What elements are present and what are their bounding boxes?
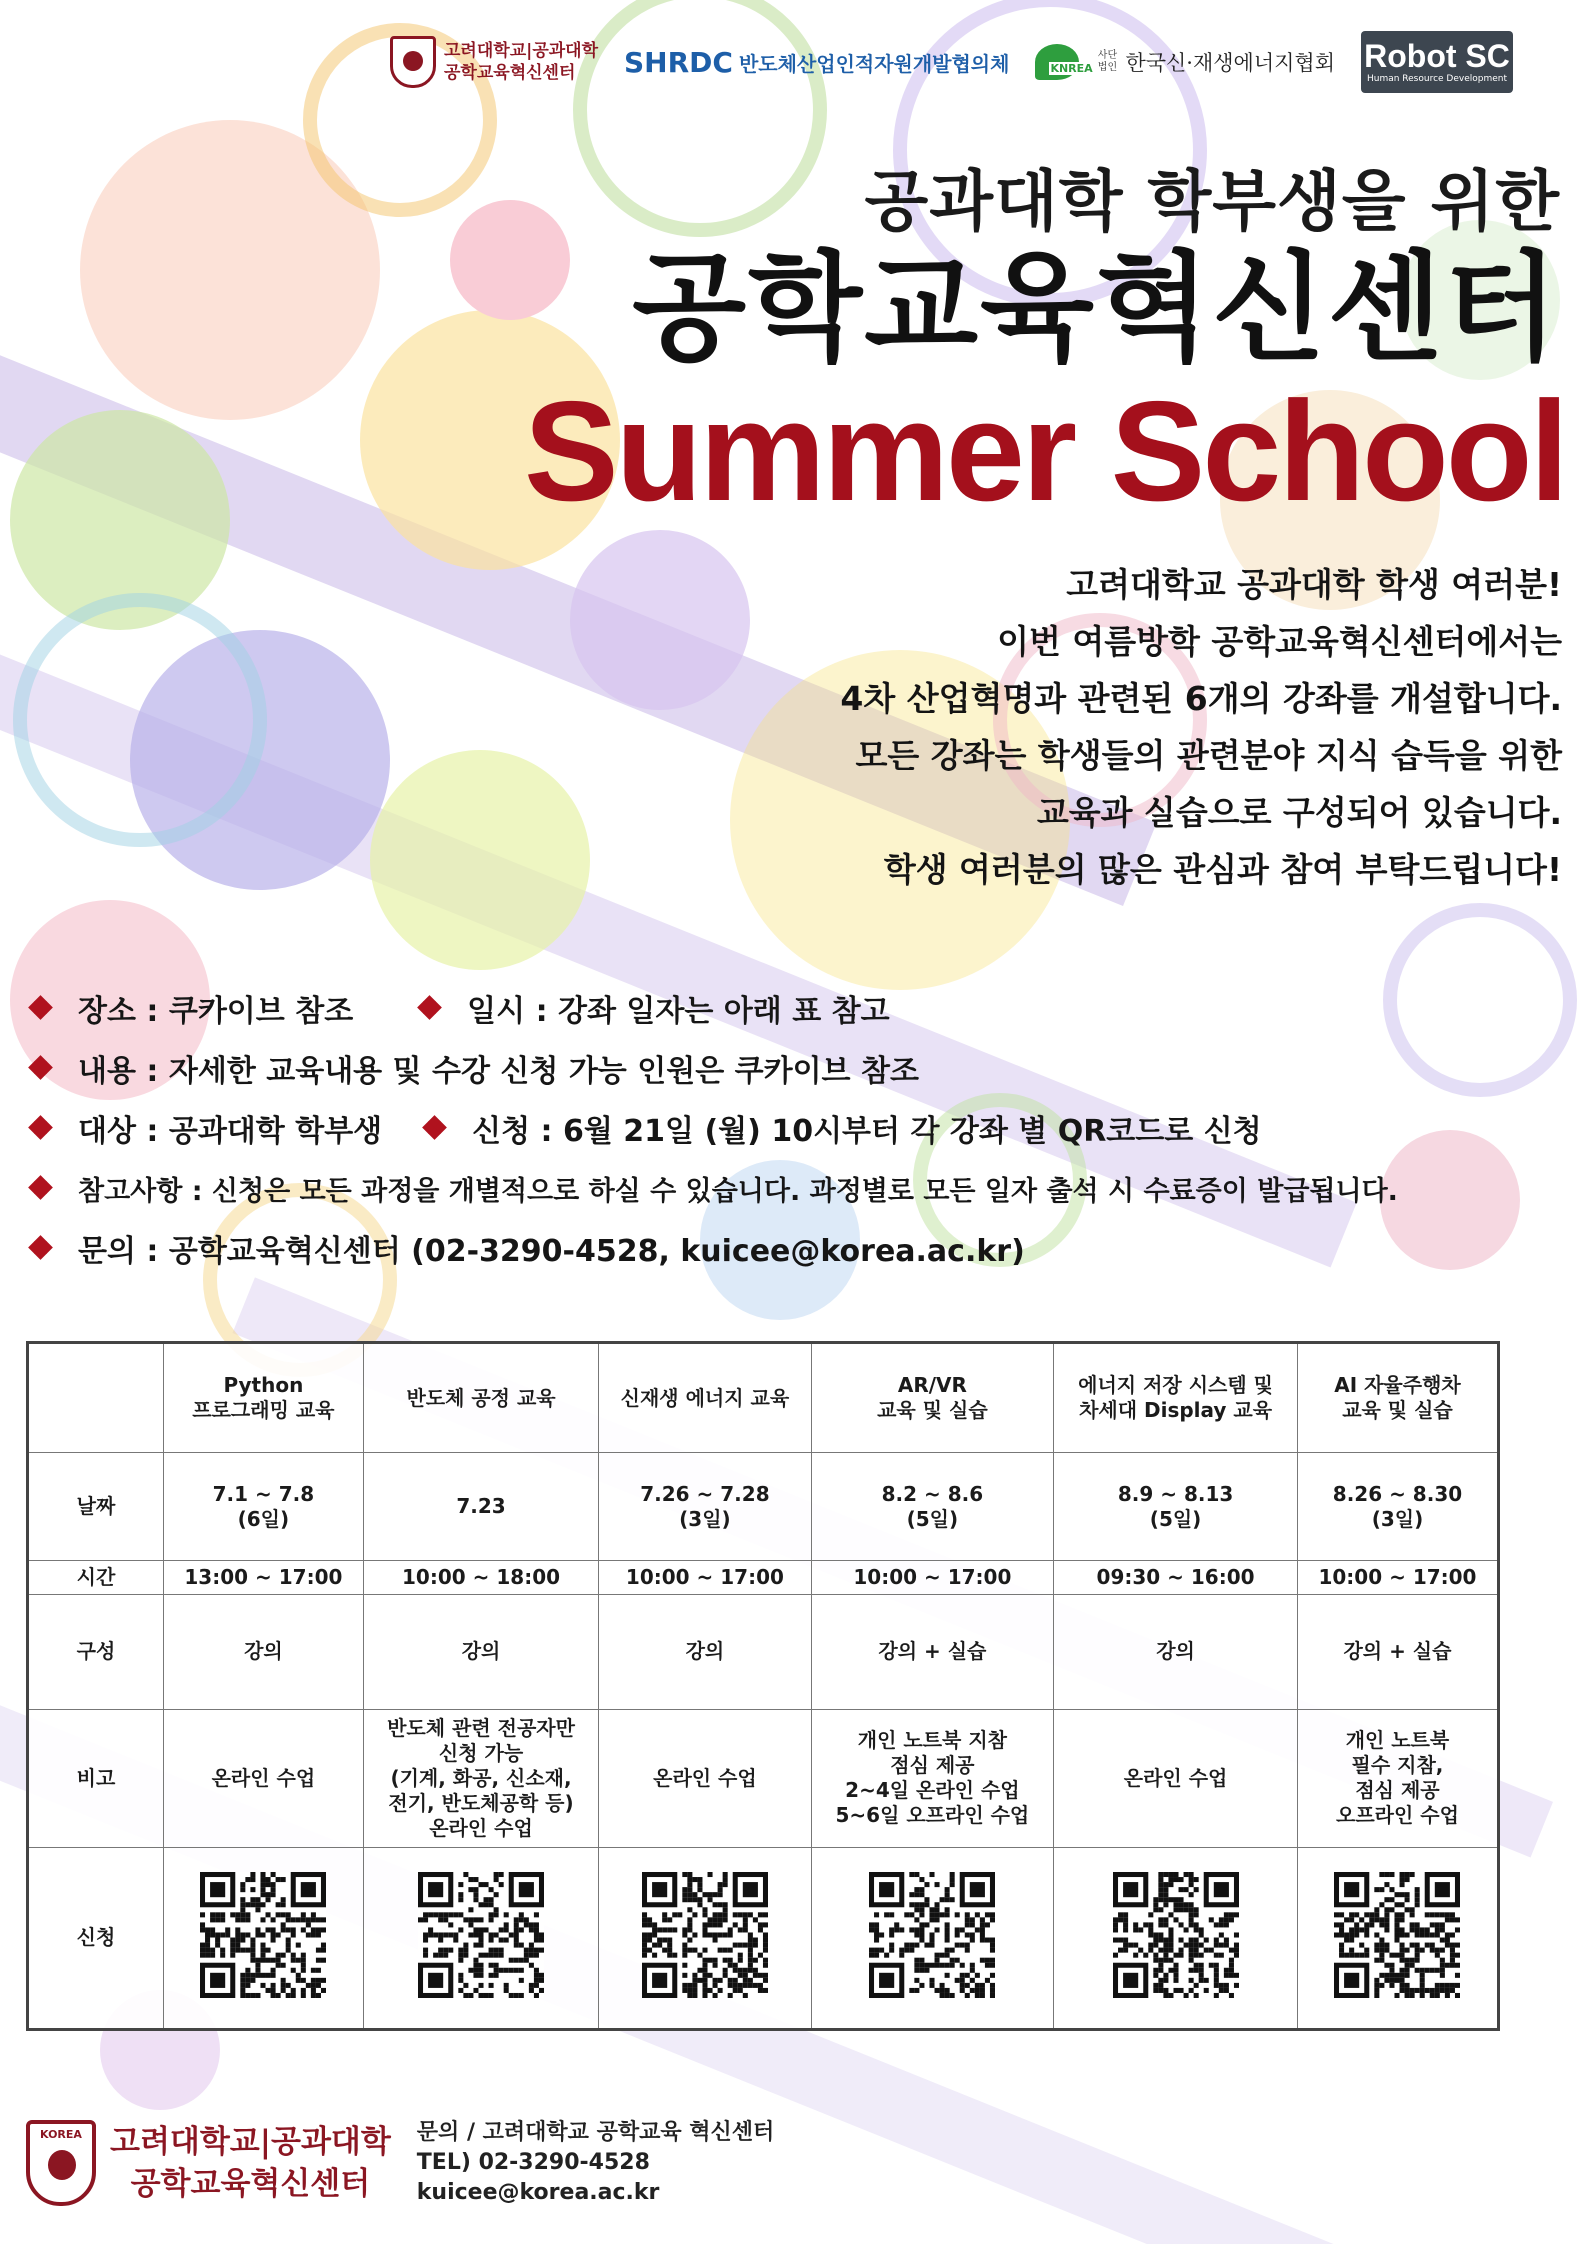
info-row [24,1158,1564,1218]
course-date: 7.26 ~ 7.28 (3일) [599,1453,811,1561]
footer-org-line: 고려대학교|공과대학 [110,2124,391,2160]
qr-code-icon[interactable] [200,1872,326,1998]
course-name: 에너지 저장 시스템 및 차세대 Display 교육 [1054,1343,1298,1453]
intro-line: 이번 여름방학 공학교육혁신센터에서는 [997,622,1562,661]
table-row [28,1847,1499,2029]
knrea-logo [1035,44,1335,80]
table-corner-cell [28,1343,164,1453]
info-apply: 신청 : 6월 21일 (월) 10시부터 각 강좌 별 QR코드로 신청 [472,1114,1262,1149]
course-name: 신재생 에너지 교육 [599,1343,811,1453]
table-row [28,1595,1499,1709]
knrea-text: 한국신·재생에너지협회 [1125,51,1335,75]
info-inquiry: 문의 : 공학교육혁신센터 (02-3290-4528, kuicee@korea.ac.kr) [78,1234,1025,1269]
course-date: 8.26 ~ 8.30 (3일) [1297,1453,1498,1561]
qr-code-icon[interactable] [1334,1872,1460,1998]
intro-line: 교육과 실습으로 구성되어 있습니다. [1036,793,1562,832]
course-time: 10:00 ~ 17:00 [811,1561,1054,1595]
knrea-mark: KNREA [1050,62,1093,75]
course-format: 강의 [164,1595,364,1709]
course-note: 개인 노트북 필수 지참, 점심 제공 오프라인 수업 [1297,1709,1498,1847]
ku-logo-line-1: 고려대학교|공과대학 [444,41,599,61]
qr-code-icon[interactable] [418,1872,544,1998]
row-label-format: 구성 [28,1595,164,1709]
course-date: 7.1 ~ 7.8 (6일) [164,1453,364,1561]
course-date: 8.2 ~ 8.6 (5일) [811,1453,1054,1561]
robot-sc-sub: Human Resource Development [1366,74,1508,84]
diamond-bullet-icon [30,1057,52,1079]
course-time: 09:30 ~ 16:00 [1054,1561,1298,1595]
footer [26,2108,1226,2218]
info-note: 참고사항 : 신청은 모든 과정을 개별적으로 하실 수 있습니다. 과정별로 모든 일자 출석 시 수료증이 발급됩니다. [78,1175,1398,1207]
qr-cell [1297,1847,1498,2029]
course-format: 강의 [1054,1595,1298,1709]
qr-cell [599,1847,811,2029]
table-row [28,1453,1499,1561]
course-format: 강의 [599,1595,811,1709]
korea-university-logo [390,36,598,88]
diamond-bullet-icon [30,1117,52,1139]
course-format: 강의 [363,1595,598,1709]
table-row [28,1709,1499,1847]
row-label-apply: 신청 [28,1847,164,2029]
row-label-time: 시간 [28,1561,164,1595]
intro-paragraph [462,556,1562,898]
schedule-table [26,1341,1500,2031]
course-time: 10:00 ~ 17:00 [1297,1561,1498,1595]
footer-org-line: 공학교육혁신센터 [130,2166,371,2202]
qr-cell [811,1847,1054,2029]
row-label-date: 날짜 [28,1453,164,1561]
info-content: 내용 : 자세한 교육내용 및 수강 신청 가능 인원은 쿠카이브 참조 [78,1054,919,1089]
seal-text: KOREA [40,2128,82,2141]
qr-cell [363,1847,598,2029]
footer-contact-label: 문의 / 고려대학교 공학교육 혁신센터 [416,2120,775,2145]
course-date: 7.23 [363,1453,598,1561]
info-list [24,978,1564,1278]
diamond-bullet-icon [30,1177,52,1199]
course-format: 강의 + 실습 [811,1595,1054,1709]
info-row [24,1218,1564,1278]
footer-email[interactable]: kuicee@korea.ac.kr [416,2180,660,2205]
diamond-bullet-icon [30,997,52,1019]
info-row [24,978,1564,1038]
course-time: 10:00 ~ 17:00 [599,1561,811,1595]
intro-line: 학생 여러분의 많은 관심과 참여 부탁드립니다! [883,850,1562,889]
course-note: 개인 노트북 지참 점심 제공 2~4일 온라인 수업 5~6일 오프라인 수업 [811,1709,1054,1847]
robot-sc-logo [1361,31,1513,93]
robot-sc-mark: Robot SC [1364,38,1510,74]
course-note: 온라인 수업 [599,1709,811,1847]
info-place: 장소 : 쿠카이브 참조 [78,994,354,1029]
shrdc-text: 반도체산업인적자원개발협의체 [738,51,1010,76]
course-name: Python 프로그래밍 교육 [164,1343,364,1453]
footer-phone: TEL) 02-3290-4528 [416,2150,650,2175]
knrea-small-label: 사단 법인 [1097,50,1118,73]
course-format: 강의 + 실습 [1297,1595,1498,1709]
info-target: 대상 : 공과대학 학부생 [78,1114,383,1149]
ku-seal-icon [26,2120,96,2206]
row-label-note: 비고 [28,1709,164,1847]
shrdc-mark: SHRDC [624,45,733,79]
info-row [24,1098,1564,1158]
diamond-bullet-icon [424,1117,446,1139]
course-note: 온라인 수업 [1054,1709,1298,1847]
footer-contact [417,2118,774,2208]
qr-code-icon[interactable] [642,1872,768,1998]
course-time: 10:00 ~ 18:00 [363,1561,598,1595]
partner-logos [390,26,1580,98]
table-row [28,1561,1499,1595]
qr-code-icon[interactable] [1113,1872,1239,1998]
course-name: AR/VR 교육 및 실습 [811,1343,1054,1453]
course-name: AI 자율주행차 교육 및 실습 [1297,1343,1498,1453]
table-header-row [28,1343,1499,1453]
intro-line: 고려대학교 공과대학 학생 여러분! [1066,565,1562,604]
leaf-icon [1035,44,1093,80]
shrdc-logo [624,46,1009,79]
ku-logo-line-2: 공학교육혁신센터 [444,63,576,83]
diamond-bullet-icon [419,997,441,1019]
summer-school-title: Summer School [523,372,1566,531]
intro-line: 4차 산업혁명과 관련된 6개의 강좌를 개설합니다. [840,679,1562,718]
course-name: 반도체 공정 교육 [363,1343,598,1453]
course-note: 반도체 관련 전공자만 신청 가능 (기계, 화공, 신소재, 전기, 반도체공학 등) 온라인 수업 [363,1709,598,1847]
diamond-bullet-icon [30,1237,52,1259]
title-subheading: 공과대학 학부생을 위한 [864,163,1560,240]
qr-cell [1054,1847,1298,2029]
footer-org-name [110,2121,391,2205]
qr-code-icon[interactable] [869,1872,995,1998]
info-row [24,1038,1564,1098]
intro-line: 모든 강좌는 학생들의 관련분야 지식 습득을 위한 [855,736,1562,775]
course-note: 온라인 수업 [164,1709,364,1847]
course-date: 8.9 ~ 8.13 (5일) [1054,1453,1298,1561]
ku-seal-icon [390,36,436,88]
info-date: 일시 : 강좌 일자는 아래 표 참고 [467,994,890,1029]
qr-cell [164,1847,364,2029]
page-title: 공학교육혁신센터 [632,239,1560,377]
course-time: 13:00 ~ 17:00 [164,1561,364,1595]
schedule-table-container [26,1341,1500,2031]
